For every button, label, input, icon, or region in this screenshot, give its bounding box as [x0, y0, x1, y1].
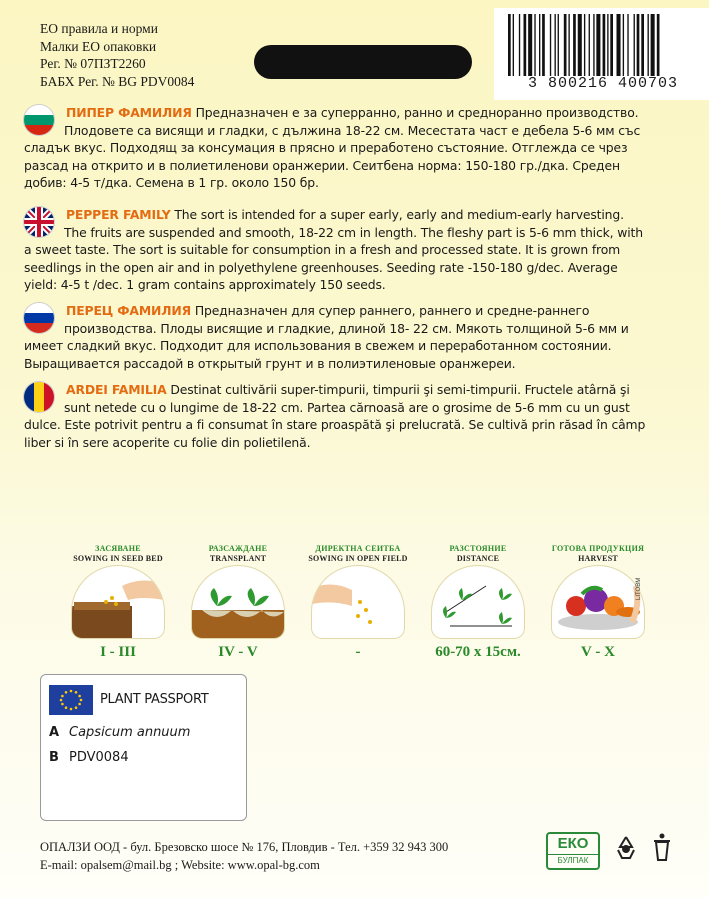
transplant-step	[178, 544, 298, 661]
text-line: liber si în sere acoperite cu folie din polietilenă.	[24, 434, 311, 450]
distance-step	[418, 544, 538, 661]
text-line: dulce. Este potrivit pentru a fi consumat în stare proaspătă şi prelucrată. Se cultivă prin răsad în câmp	[24, 417, 646, 433]
header-line: ЕО правила и норми	[40, 21, 158, 36]
text-line: The fruits are suspended and smooth, 18-22 cm in length. The fleshy part is 5-6 mm thick, with	[64, 224, 643, 240]
step-label-bg: РАЗСАЖДАНЕ	[208, 544, 268, 553]
text-line: The sort is intended for a super early, early and medium-early harvesting.	[174, 207, 624, 222]
harvest-icon	[552, 566, 644, 638]
step-months: -	[355, 644, 361, 660]
step-label-en: SOWING IN SEED BED	[73, 554, 163, 563]
sowing-seedbed-step	[58, 544, 178, 661]
passport-key: A	[49, 725, 60, 740]
text-line: имеет сладкий вкус. Подходит для использования в свежем и переработанном состоянии.	[24, 338, 612, 354]
russia-flag-icon	[24, 303, 54, 333]
eko-bulpak-logo: ЕКО БУЛПАК	[546, 832, 600, 870]
title-romanian: ARDEI FAMILIA	[66, 382, 167, 397]
step-months: 60-70 x 15см.	[435, 644, 521, 660]
step-label-bg: ДИРЕКТНА СЕИТБА	[315, 544, 401, 553]
hang-hole	[254, 45, 472, 79]
step-label-bg: ГОТОВА ПРОДУКЦИЯ	[551, 544, 645, 553]
text-line: добив: 4-5 т/дка. Семена в 1 гр. около 150 бр.	[24, 175, 319, 191]
waste-bin-icon	[650, 832, 674, 862]
text-line: разсад на открито и в полиетиленови оранжерии. Сеитбена норма: 150-180 гр./дка. Среден	[24, 157, 620, 173]
step-label-bg: РАЗСТОЯНИЕ	[449, 544, 507, 553]
passport-title: PLANT PASSPORT	[100, 692, 209, 707]
growing-calendar	[58, 544, 678, 664]
plant-passport	[40, 674, 247, 821]
company-contacts: E-mail: opalsem@mail.bg ; Website: www.opal-bg.com	[40, 858, 320, 872]
passport-row-b	[49, 750, 129, 765]
barcode-number: 3 800216 400703	[527, 75, 679, 92]
uk-flag-icon	[24, 207, 54, 237]
step-label-en: HARVEST	[578, 554, 618, 563]
title-russian: ПЕРЕЦ ФАМИЛИЯ	[66, 303, 192, 318]
header-line: БАБХ Рег. № BG PDV0084	[40, 73, 195, 89]
description-english	[24, 206, 674, 294]
passport-species: Capsicum annuum	[69, 725, 191, 740]
step-months: I - III	[100, 644, 136, 660]
passport-registration: PDV0084	[69, 750, 129, 765]
passport-key: B	[49, 750, 59, 765]
text-line: Предназначен для супер раннего, раннего и средне-раннего	[194, 303, 590, 318]
sowing-open-field-icon	[312, 566, 404, 638]
company-address: ОПАЛЗИ ООД - бул. Брезовско шосе № 176, Пловдив - Тел. +359 32 943 300	[40, 840, 449, 854]
text-line: yield: 4-5 t /dec. 1 gram contains approximately 150 seeds.	[24, 277, 386, 293]
step-label-en: DISTANCE	[456, 554, 500, 563]
text-line: производства. Плоды висящие и гладкие, длиной 18- 22 см. Мякоть толщиной 5-6 мм и	[64, 320, 629, 336]
text-line: Плодовете са висящи и гладки, с дължина 18-22 см. Месестата част е дебела 5-6 мм със	[64, 122, 641, 138]
description-bulgarian	[24, 104, 674, 192]
header-line: Малки ЕО опаковки	[40, 38, 157, 54]
text-line: a sweet taste. The sort is suitable for consumption in a fresh and processed state. It is grown from	[24, 242, 621, 258]
harvest-step	[538, 544, 658, 661]
text-line: Предназначен е за суперранно, ранно и средноранно производство.	[195, 105, 639, 120]
description-romanian	[24, 381, 674, 451]
text-line: сладък вкус. Подходящ за консумация в прясно и преработено състояние. Отглежда се чрез	[24, 140, 628, 156]
distance-icon	[432, 566, 524, 638]
step-months: IV - V	[218, 644, 258, 660]
step-label-bg: ЗАСЯВАНЕ	[95, 544, 141, 553]
recycle-icon	[614, 834, 638, 864]
step-label-en: TRANSPLANT	[209, 554, 267, 563]
description-russian	[24, 302, 674, 372]
text-line: sunt netede cu o lungime de 18-22 cm. Partea cărnoasă are o grosime de 5-6 mm cu un gust	[64, 399, 630, 415]
transplant-icon	[192, 566, 284, 638]
title-english: PEPPER FAMILY	[66, 207, 171, 222]
text-line: Destinat cultivării super-timpurii, timpurii şi semi-timpurii. Fructele atârnă şi	[170, 382, 630, 397]
sowing-open-field-step	[298, 544, 418, 661]
text-line: Выращивается рассадой в открытый грунт и в полиэтиленовые оранжереи.	[24, 355, 516, 371]
romania-flag-icon	[24, 382, 54, 412]
step-label-en: SOWING IN OPEN FIELD	[308, 554, 408, 563]
step-months: V - X	[581, 644, 615, 660]
title-bulgarian: ПИПЕР ФАМИЛИЯ	[66, 105, 192, 120]
barcode	[494, 8, 709, 100]
bulgaria-flag-icon	[24, 105, 54, 135]
text-line: seedlings in the open air and in polyethylene greenhouses. Seeding rate -150-180 g/dec. Average	[24, 259, 618, 275]
print-code: LITOBM	[636, 577, 642, 600]
passport-row-a	[49, 725, 190, 740]
eu-flag-icon	[49, 685, 93, 715]
company-footer	[40, 838, 448, 874]
header-line: Рег. № 07ПЗТ2260	[40, 56, 146, 71]
registration-info	[40, 20, 194, 90]
sowing-seedbed-icon	[72, 566, 164, 638]
barcode-bars	[506, 14, 702, 76]
